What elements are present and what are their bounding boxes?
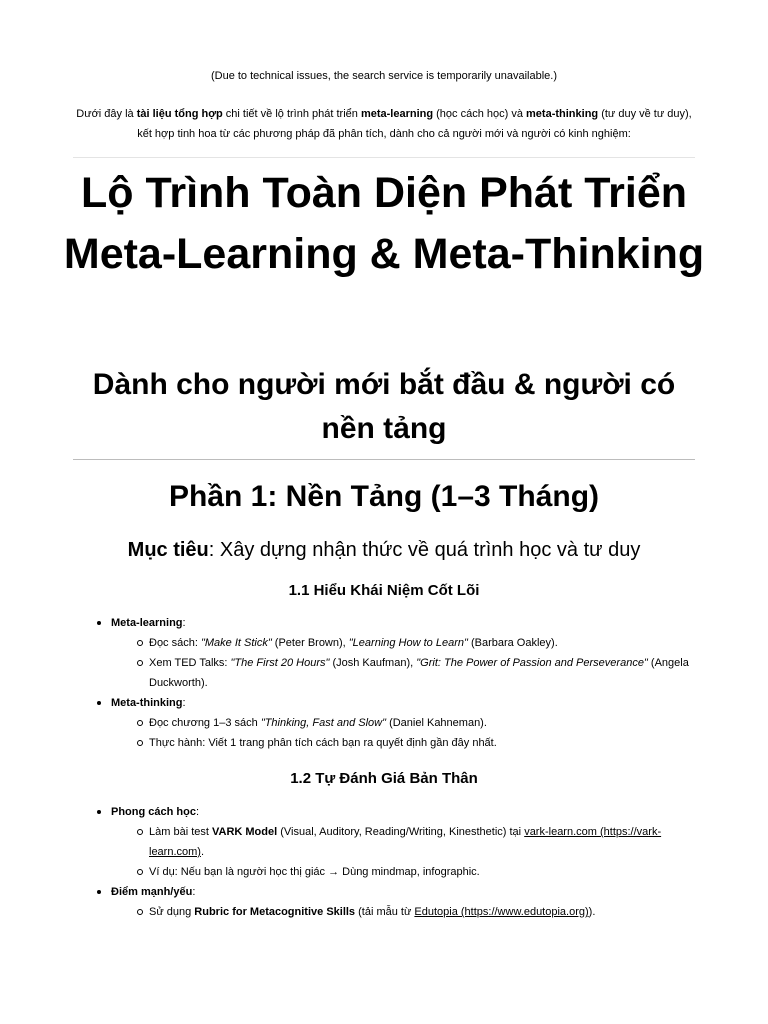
sub-list-item xyxy=(111,902,697,922)
book-title: "Thinking, Fast and Slow" xyxy=(260,717,387,729)
item-text: (Barbara Oakley). xyxy=(467,637,558,649)
sub-list-item: Ví dụ: Nếu bạn là người học thị giác → Dùng mindmap, infographic. xyxy=(111,862,697,882)
intro-text: chi tiết về lộ trình phát triển xyxy=(222,108,361,120)
item-text: Xem TED Talks: xyxy=(149,657,231,669)
section-1-2-list xyxy=(97,802,697,922)
page-title: Lộ Trình Toàn Diện Phát Triển Meta-Learning & Meta-Thinking xyxy=(63,169,705,278)
item-text: Làm bài test xyxy=(149,826,212,838)
vark-link[interactable]: vark-learn.com (https://vark-learn.com) xyxy=(149,826,662,858)
divider xyxy=(73,157,695,158)
bold-term: VARK Model xyxy=(211,826,278,838)
list-item xyxy=(97,882,697,922)
intro-text: (tư duy về tư duy), kết hợp tinh hoa từ các phương pháp đã phân tích, dành cho cả người mới và người có kinh nghiệm: xyxy=(137,108,692,140)
sub-list-item: Thực hành: Viết 1 trang phân tích cách bạn ra quyết định gần đây nhất. xyxy=(111,733,697,753)
goal-text: : Xây dựng nhận thức về quá trình học và tư duy xyxy=(208,539,641,561)
item-text: Sử dụng xyxy=(149,906,195,918)
service-notice: (Due to technical issues, the search service is temporarily unavailable.) xyxy=(210,70,558,82)
item-label: Meta-learning xyxy=(111,617,183,629)
section-1-1-heading: 1.1 Hiểu Khái Niệm Cốt Lõi xyxy=(288,582,480,599)
book-title: "Make It Stick" xyxy=(200,637,272,649)
bold-term: Rubric for Metacognitive Skills xyxy=(194,906,356,918)
sub-list-item xyxy=(111,633,697,653)
item-text: Đọc chương 1–3 sách xyxy=(149,717,261,729)
colon: : xyxy=(182,617,186,629)
list-item xyxy=(97,802,697,882)
list-item xyxy=(97,613,697,693)
intro-text: Dưới đây là xyxy=(76,108,137,120)
colon: : xyxy=(192,886,196,898)
part1-goal xyxy=(0,535,768,565)
item-text: (Daniel Kahneman). xyxy=(386,717,487,729)
item-text: . xyxy=(200,846,205,858)
edutopia-link[interactable]: Edutopia (https://www.edutopia.org) xyxy=(414,906,589,918)
section-1-2-heading: 1.2 Tự Đánh Giá Bản Thân xyxy=(290,770,478,787)
sub-list xyxy=(111,902,697,922)
item-label: Phong cách học xyxy=(111,806,196,818)
item-text: (Peter Brown), xyxy=(271,637,349,649)
goal-label: Mục tiêu xyxy=(127,539,209,561)
sub-list xyxy=(111,633,697,693)
sub-list-item xyxy=(111,713,697,733)
item-text: ). xyxy=(588,906,596,918)
list-item xyxy=(97,693,697,753)
item-text: (Josh Kaufman), xyxy=(329,657,417,669)
sub-list xyxy=(111,713,697,753)
intro-text: (học cách học) và xyxy=(433,108,527,120)
item-text: (Angela Duckworth). xyxy=(149,657,689,689)
item-text: (tải mẫu từ xyxy=(355,906,415,918)
intro-bold-meta-thinking: meta-thinking xyxy=(526,108,599,120)
section-1-1-list xyxy=(97,613,697,753)
page-subtitle: Dành cho người mới bắt đầu & người có nền tảng xyxy=(92,368,676,445)
item-text: Đọc sách: xyxy=(149,637,201,649)
part1-heading: Phần 1: Nền Tảng (1–3 Tháng) xyxy=(168,480,600,513)
item-text: (Visual, Auditory, Reading/Writing, Kinesthetic) tại xyxy=(277,826,525,838)
item-label: Meta-thinking xyxy=(111,697,183,709)
intro-bold-meta-learning: meta-learning xyxy=(360,108,434,120)
item-label: Điểm mạnh/yếu xyxy=(111,886,193,898)
intro-bold-summary: tài liệu tổng hợp xyxy=(136,108,223,120)
book-title: "Learning How to Learn" xyxy=(348,637,468,649)
intro-paragraph xyxy=(73,104,695,144)
divider xyxy=(73,459,695,460)
sub-list-item xyxy=(111,822,697,862)
talk-title: "The First 20 Hours" xyxy=(230,657,330,669)
sub-list-item xyxy=(111,653,697,693)
colon: : xyxy=(182,697,186,709)
sub-list xyxy=(111,822,697,882)
colon: : xyxy=(195,806,200,818)
talk-title: "Grit: The Power of Passion and Perseverance" xyxy=(416,657,648,669)
